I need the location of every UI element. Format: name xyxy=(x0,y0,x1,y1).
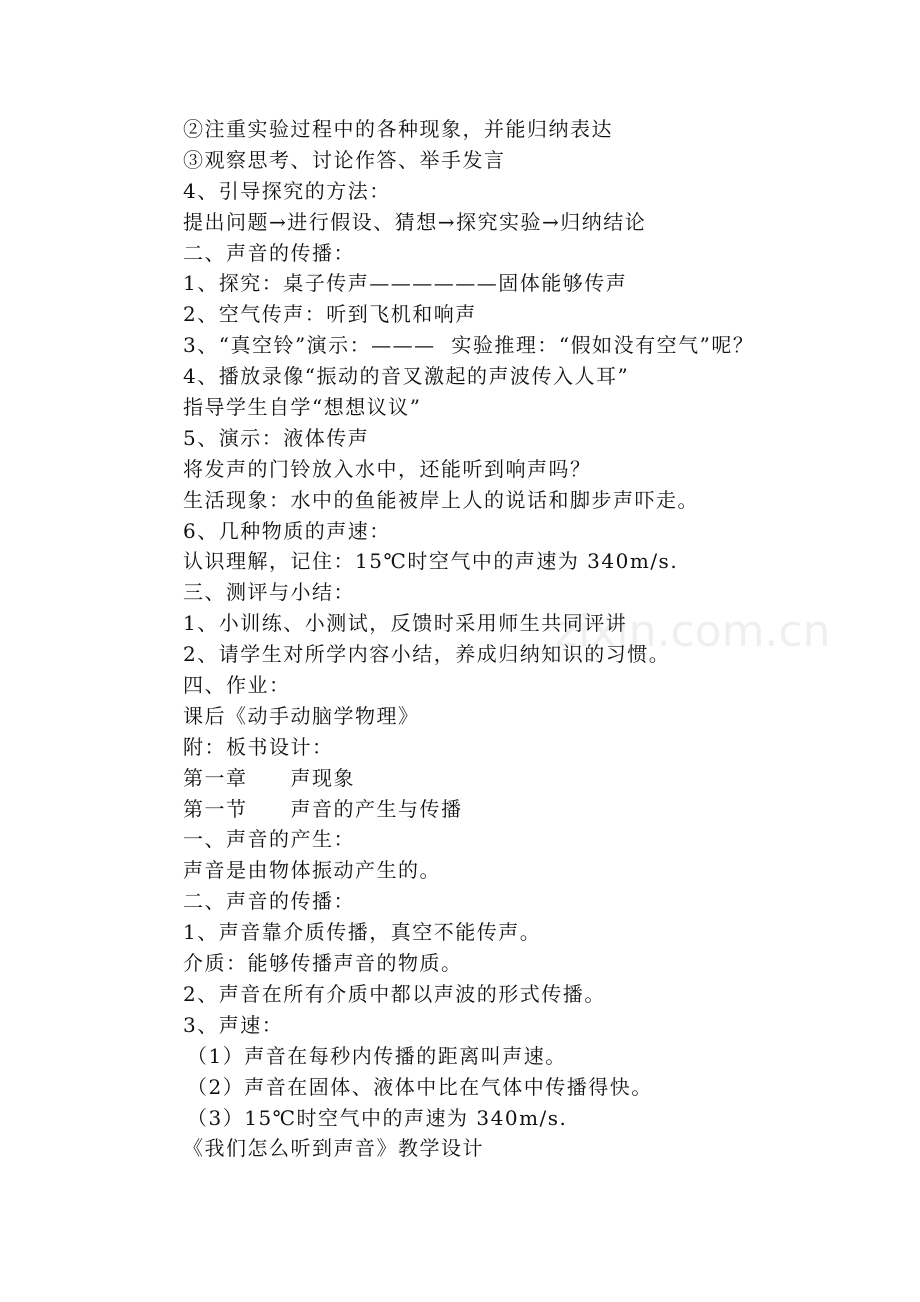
section-heading: 一、声音的产生： xyxy=(183,827,355,852)
text-line: 声音是由物体振动产生的。 xyxy=(183,858,441,883)
text-line: 生活现象：水中的鱼能被岸上人的说话和脚步声吓走。 xyxy=(183,487,699,512)
list-item: （2）声音在固体、液体中比在气体中传播得快。 xyxy=(187,1074,653,1099)
text-line: 指导学生自学“想想议议” xyxy=(183,395,422,420)
text-line: 3、声速： xyxy=(183,1012,284,1037)
text-line: 4、播放录像“振动的音叉激起的声波传入人耳” xyxy=(183,364,630,389)
section-title: 第一节 声音的产生与传播 xyxy=(183,796,463,821)
text-line: 6、几种物质的声速： xyxy=(183,518,391,543)
objective-line: ②注重实验过程中的各种现象，并能归纳表达 xyxy=(183,117,613,141)
text-line: 将发声的门铃放入水中，还能听到响声吗？ xyxy=(183,456,592,481)
document-title: 《我们怎么听到声音》教学设计 xyxy=(183,1136,484,1161)
list-item: （3）15℃时空气中的声速为 340m/s. xyxy=(187,1105,568,1130)
text-line: 2、声音在所有介质中都以声波的形式传播。 xyxy=(183,981,606,1006)
objective-line: ③观察思考、讨论作答、举手发言 xyxy=(183,147,506,172)
document-body xyxy=(183,114,883,1164)
section-heading: 四、作业： xyxy=(183,673,291,698)
section-heading: 二、声音的传播： xyxy=(183,240,355,265)
text-line: 1、探究：桌子传声——————固体能够传声 xyxy=(183,271,628,296)
chapter-title: 第一章 声现象 xyxy=(183,765,355,790)
section-heading: 二、声音的传播： xyxy=(183,889,355,914)
text-line: 2、空气传声：听到飞机和响声 xyxy=(183,302,477,327)
text-line: 课后《动手动脑学物理》 xyxy=(183,703,420,728)
section-heading: 附：板书设计： xyxy=(183,734,334,759)
text-line: 1、声音靠介质传播，真空不能传声。 xyxy=(183,920,542,945)
section-heading: 4、引导探究的方法： xyxy=(183,178,391,203)
text-line: 介质：能够传播声音的物质。 xyxy=(183,951,463,976)
section-heading: 三、测评与小结： xyxy=(183,580,355,605)
text-line: 5、演示：液体传声 xyxy=(183,425,370,450)
method-flow-line: 提出问题→进行假设、猜想→探究实验→归纳结论 xyxy=(183,209,647,234)
text-line: 3、“真空铃”演示：——— 实验推理：“假如没有空气”呢？ xyxy=(183,333,755,358)
text-line: 1、小训练、小测试，反馈时采用师生共同评讲 xyxy=(183,611,628,636)
watermark: zixin.com.cn xyxy=(555,606,831,657)
text-line: 2、请学生对所学内容小结，养成归纳知识的习惯。 xyxy=(183,642,671,667)
text-line: 认识理解，记住：15℃时空气中的声速为 340m/s. xyxy=(183,549,679,574)
list-item: （1）声音在每秒内传播的距离叫声速。 xyxy=(187,1043,567,1068)
